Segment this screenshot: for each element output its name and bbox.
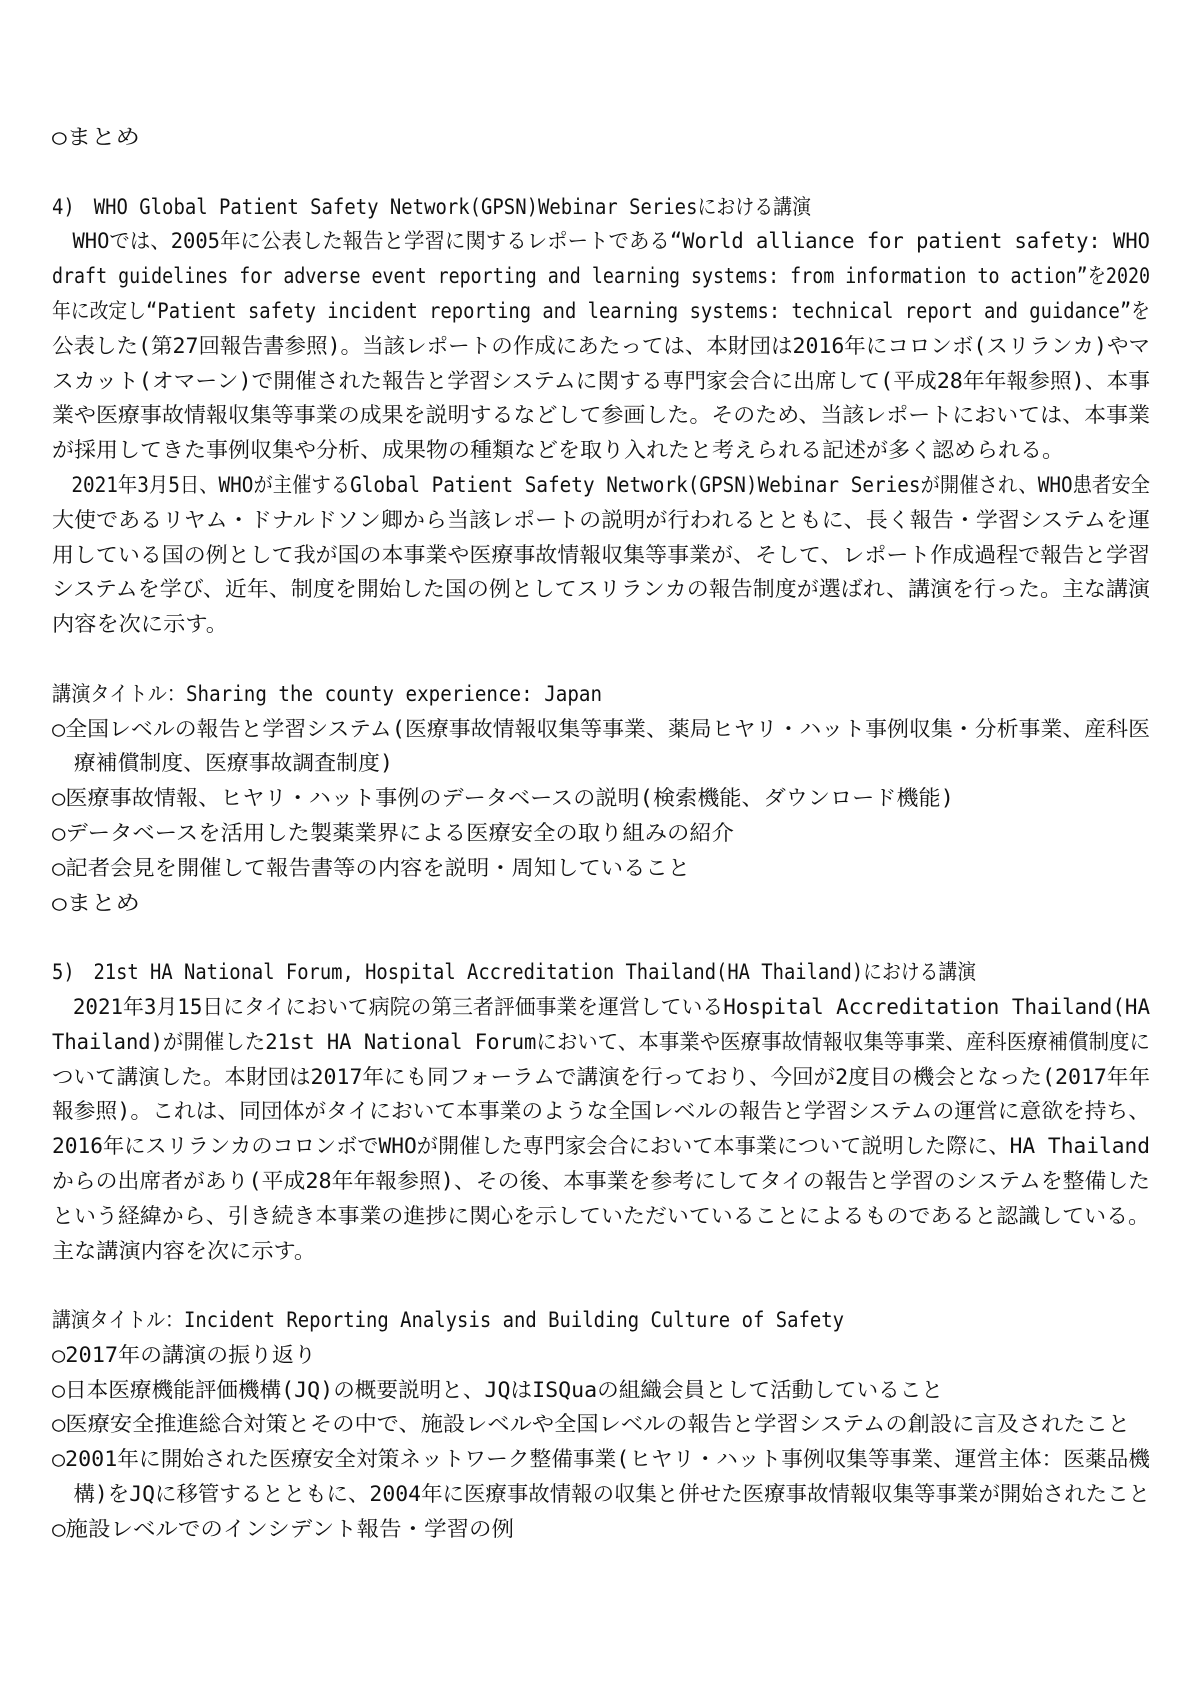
text-line: ○まとめ: [52, 890, 140, 915]
text-line: 2021年3月5日、WHOが主催するGlobal Patient Safety Network(GPSN)Webinar Seriesが開催され、WHO患者安全: [52, 472, 1150, 497]
text-line: 講演タイトル：Incident Reporting Analysis and Building Culture of Safety: [52, 1308, 844, 1333]
text-line: ○医療安全推進総合対策とその中で、施設レベルや全国レベルの報告と学習システムの創設に言及されたこと: [52, 1412, 1130, 1437]
text-line: ついて講演した。本財団は2017年にも同フォーラムで講演を行っており、今回が2度目の機会となった(2017年年: [52, 1064, 1150, 1089]
text-line: ○データベースを活用した製薬業界による医療安全の取り組みの紹介: [52, 820, 734, 845]
text-line: ○全国レベルの報告と学習システム(医療事故情報収集等事業、薬局ヒヤリ・ハット事例収集・分析事業、産科医: [52, 716, 1150, 741]
text-line: 業や医療事故情報収集等事業の成果を説明するなどして参画した。そのため、当該レポートにおいては、本事業: [52, 403, 1150, 428]
section-heading: 4) WHO Global Patient Safety Network(GPSN)Webinar Seriesにおける講演: [52, 194, 811, 219]
text-line: という経緯から、引き続き本事業の進捗に関心を示していただいていることによるものであると認識している。: [52, 1203, 1150, 1228]
text-line: 公表した(第27回報告書参照)。当該レポートの作成にあたっては、本財団は2016年にコロンボ(スリランカ)やマ: [52, 333, 1150, 358]
text-line: ○記者会見を開催して報告書等の内容を説明・周知していること: [52, 855, 690, 880]
section-heading: 5) 21st HA National Forum, Hospital Accreditation Thailand(HA Thailand)における講演: [52, 960, 976, 985]
text-line: draft guidelines for adverse event reporting and learning systems: from information to action”を2020: [52, 264, 1150, 289]
text-line: Thailand)が開催した21st HA National Forumにおいて、本事業や医療事故情報収集等事業、産科医療補償制度に: [52, 1029, 1150, 1054]
text-line: 療補償制度、医療事故調査制度): [52, 751, 393, 776]
blank-line: [52, 155, 1152, 190]
text-line: ○日本医療機能評価機構(JQ)の概要説明と、JQはISQuaの組織会員として活動していること: [52, 1377, 943, 1402]
blank-line: [52, 642, 1152, 677]
text-line: が採用してきた事例収集や分析、成果物の種類などを取り入れたと考えられる記述が多く認められる。: [52, 438, 1064, 463]
document-body: [52, 120, 1152, 1547]
text-line: WHOでは、2005年に公表した報告と学習に関するレポートである“World alliance for patient safety: WHO: [52, 229, 1150, 254]
text-line: ○医療事故情報、ヒヤリ・ハット事例のデータベースの説明(検索機能、ダウンロード機能): [52, 786, 954, 811]
text-line: 構)をJQに移管するとともに、2004年に医療事故情報の収集と併せた医療事故情報収集等事業が開始されたこと: [52, 1482, 1150, 1507]
text-line: ○2001年に開始された医療安全対策ネットワーク整備事業(ヒヤリ・ハット事例収集等事業、運営主体：医薬品機: [52, 1447, 1150, 1472]
blank-line: [52, 920, 1152, 955]
text-line: ○まとめ: [52, 125, 140, 149]
text-line: スカット(オマーン)で開催された報告と学習システムに関する専門家会合に出席して(平成28年年報参照)、本事: [52, 368, 1150, 393]
text-line: 2021年3月15日にタイにおいて病院の第三者評価事業を運営しているHospital Accreditation Thailand(HA: [52, 994, 1150, 1019]
text-line: からの出席者があり(平成28年年報参照)、その後、本事業を参考にしてタイの報告と学習のシステムを整備した: [52, 1168, 1150, 1193]
blank-line: [52, 1268, 1152, 1303]
text-line: 2016年にスリランカのコロンボでWHOが開催した専門家会合において本事業について説明した際に、HA Thailand: [52, 1134, 1150, 1159]
text-line: 大使であるリヤム・ドナルドソン卿から当該レポートの説明が行われるとともに、長く報告・学習システムを運: [52, 507, 1150, 532]
text-line: 主な講演内容を次に示す。: [52, 1238, 316, 1263]
text-line: 講演タイトル：Sharing the county experience: Japan: [52, 681, 602, 706]
text-line: 内容を次に示す。: [52, 612, 228, 637]
text-line: 用している国の例として我が国の本事業や医療事故情報収集等事業が、そして、レポート作成過程で報告と学習: [52, 542, 1150, 567]
text-line: システムを学び、近年、制度を開始した国の例としてスリランカの報告制度が選ばれ、講演を行った。主な講演: [52, 577, 1150, 602]
text-line: ○施設レベルでのインシデント報告・学習の例: [52, 1516, 514, 1541]
text-line: 報参照)。これは、同団体がタイにおいて本事業のような全国レベルの報告と学習システムの運営に意欲を持ち、: [52, 1099, 1150, 1124]
text-line: ○2017年の講演の振り返り: [52, 1342, 316, 1367]
text-line: 年に改定し“Patient safety incident reporting and learning systems: technical report and guidance”を: [52, 298, 1150, 323]
